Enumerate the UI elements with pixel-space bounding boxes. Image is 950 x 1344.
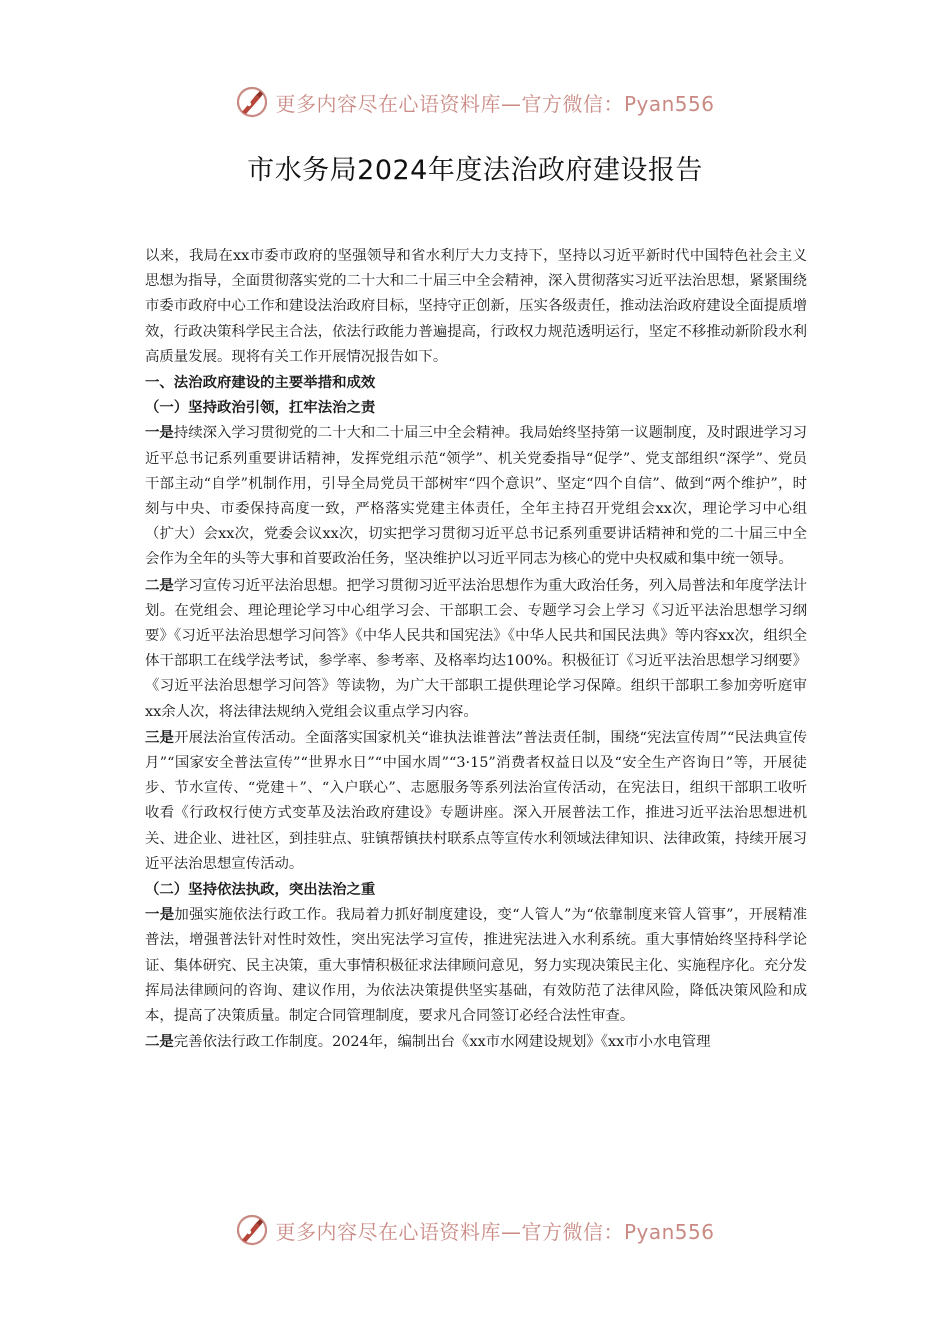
banner-text: 更多内容尽在心语资料库—官方微信：Pyan556 xyxy=(275,91,715,116)
paragraph xyxy=(145,902,807,1029)
paragraph xyxy=(145,573,807,725)
subsection-heading: （一）坚持政治引领，扛牢法治之责 xyxy=(145,399,376,417)
paragraph-lead: 二是 xyxy=(145,576,174,594)
pen-nib-logo-icon xyxy=(235,1213,269,1247)
document-body xyxy=(145,244,807,1056)
paragraph-text: 学习宣传习近平法治思想。把学习贯彻习近平法治思想作为重大政治任务，列入局普法和年度学法计划。在党组会、理论理论学习中心组学习会、干部职工会、专题学习会上学习《习近平法治思想学习纲要》《习近平法治思想学习问答》《中华人民共和国宪法》《中华人民共和国民法典》等内容xx次，组织全体干部职工在线学法考试，参学率、参考率、及格率均达100%。积极征订《习近平法治思想学习纲要》《习近平法治思想学习问答》等读物，为广大干部职工提供理论学习保障。组织干部职工参加旁听庭审xx余人次，将法律法规纳入党组会议重点学习内容。 xyxy=(145,577,807,720)
paragraph-lead: 一是 xyxy=(145,906,175,924)
paragraph-text: 持续深入学习贯彻党的二十大和二十届三中全会精神。我局始终坚持第一议题制度，及时跟进学习习近平总书记系列重要讲话精神，发挥党组示范“领学”、机关党委指导“促学”、党支部组织“深学”、党员干部主动“自学”机制作用，引导全局党员干部树牢“四个意识”、坚定“四个自信”、做到“两个维护”，时刻与中央、市委保持高度一致，严格落实党建主体责任，全年主持召开党组会xx次，理论学习中心组（扩大）会xx次，党委会议xx次，切实把学习贯彻习近平总书记系列重要讲话精神和党的二十届三中全会作为全年的头等大事和首要政治任务，坚决维护以习近平同志为核心的党中央权威和集中统一领导。 xyxy=(145,425,807,568)
footer-watermark-banner xyxy=(0,1208,950,1252)
pen-nib-logo-icon xyxy=(235,85,269,119)
section-heading: 一、法治政府建设的主要举措和成效 xyxy=(145,374,376,392)
paragraph-lead: 二是 xyxy=(145,1033,174,1051)
header-watermark-banner xyxy=(0,80,950,124)
paragraph xyxy=(145,725,807,877)
subsection-heading: （二）坚持依法执政，突出法治之重 xyxy=(145,881,376,899)
banner-text: 更多内容尽在心语资料库—官方微信：Pyan556 xyxy=(275,1219,715,1244)
paragraph-lead: 一是 xyxy=(145,424,174,442)
paragraph-text: 开展法治宣传活动。全面落实国家机关“谁执法谁普法”普法责任制，围绕“宪法宣传周”“民法典宣传月”“国家安全普法宣传”“世界水日”“中国水周”“3·15”消费者权益日以及“安全生产咨询日”等，开展徒步、节水宣传、“党建＋”、“入户联心”、志愿服务等系列法治宣传活动，在宪法日，组织干部职工收听收看《行政权行使方式变革及法治政府建设》专题讲座。深入开展普法工作，推进习近平法治思想进机关、进企业、进社区，到挂驻点、驻镇帮镇扶村联系点等宣传水利领域法律知识、法律政策，持续开展习近平法治思想宣传活动。 xyxy=(145,729,807,872)
paragraph-lead: 三是 xyxy=(145,728,175,746)
paragraph-text: 完善依法行政工作制度。2024年，编制出台《xx市水网建设规划》《xx市小水电管理 xyxy=(173,1034,711,1051)
paragraph xyxy=(145,420,807,572)
paragraph xyxy=(145,1029,807,1055)
paragraph-text: 加强实施依法行政工作。我局着力抓好制度建设，变“人管人”为“依靠制度来管人管事”，开展精准普法，增强普法针对性时效性，突出宪法学习宣传，推进宪法进入水利系统。重大事情始终坚持科学论证、集体研究、民主决策，重大事情积极征求法律顾问意见，努力实现决策民主化、实施程序化。充分发挥局法律顾问的咨询、建议作用，为依法决策提供坚实基础，有效防范了法律风险，降低决策风险和成本，提高了决策质量。制定合同管理制度，要求凡合同签订必经合法性审查。 xyxy=(145,907,807,1025)
document-title: 市水务局2024年度法治政府建设报告 xyxy=(247,155,703,186)
intro-paragraph: 以来，我局在xx市委市政府的坚强领导和省水利厅大力支持下，坚持以习近平新时代中国特色社会主义思想为指导，全面贯彻落实党的二十大和二十届三中全会精神，深入贯彻落实习近平法治思想，紧紧围绕市委市政府中心工作和建设法治政府目标，坚持守正创新，压实各级责任，推动法治政府建设全面提质增效，行政决策科学民主合法，依法行政能力普遍提高，行政权力规范透明运行，坚定不移推动新阶段水利高质量发展。现将有关工作开展情况报告如下。 xyxy=(145,248,807,365)
